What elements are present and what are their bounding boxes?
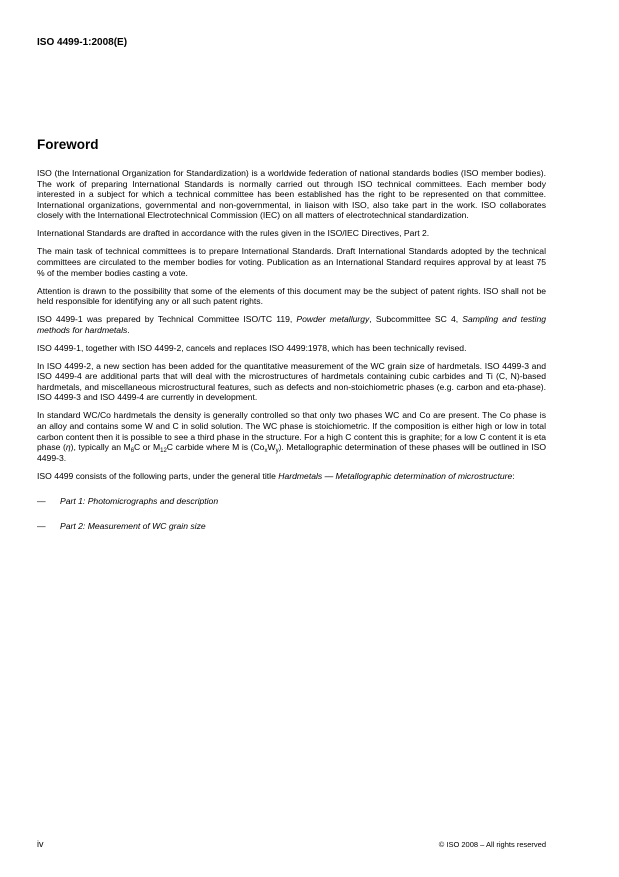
paragraph-main-task: The main task of technical committees is to prepare International Standards. Draft International Standards adopted by the technical committees are circulated to the member bodies for voting. Publication as an International Standard requires approval by at least 75 % of the member bodies casting a vote.: [37, 246, 546, 278]
list-item-part-2: [37, 521, 546, 532]
part-2-title: Part 2: Measurement of WC grain size: [60, 520, 206, 531]
copyright-notice: © ISO 2008 – All rights reserved: [438, 840, 546, 849]
foreword-body: [37, 168, 546, 532]
paragraph-cancels: ISO 4499-1, together with ISO 4499-2, cancels and replaces ISO 4499:1978, which has been technically revised.: [37, 342, 467, 353]
paragraph-new-section: In ISO 4499-2, a new section has been added for the quantitative measurement of the WC grain size of hardmetals. ISO 4499-3 and ISO 4499-4 are additional parts that will deal with the microstructures of hardmetals containing cubic carbides and Ti (C, N)-based hardmetals, and miscellaneous microstructural features, such as defects and non-stoichiometric phases (e.g. carbon and eta-phase). ISO 4499-3 and ISO 4499-4 are currently in development.: [37, 360, 546, 403]
list-item-part-1: [37, 496, 546, 507]
dash-marker: —: [37, 520, 46, 531]
paragraph-iso-intro: ISO (the International Organization for Standardization) is a worldwide federation of national standards bodies (ISO member bodies). The work of preparing International Standards is normally carried out through ISO technical committees. Each member body interested in a subject for which a technical committee has been established has the right to be represented on that committee. International organizations, governmental and non-governmental, in liaison with ISO, also take part in the work. ISO collaborates closely with the International Electrotechnical Commission (IEC) on all matters of electrotechnical standardization.: [37, 168, 546, 221]
paragraph-prepared-by: ISO 4499-1 was prepared by Technical Committee ISO/TC 119, Powder metallurgy, Subcommittee SC 4, Sampling and testing methods for hardmetals.: [37, 314, 547, 335]
document-id-header: ISO 4499-1:2008(E): [37, 37, 128, 48]
paragraph-patent-rights: Attention is drawn to the possibility that some of the elements of this document may be the subject of patent rights. ISO shall not be held responsible for identifying any or all such patent rights.: [37, 285, 546, 307]
dash-marker: —: [37, 495, 46, 506]
paragraph-wc-co: In standard WC/Co hardmetals the density is generally controlled so that only two phases WC and Co are present. The Co phase is an alloy and contains some W and C in solid solution. The WC phase is stoichiometric. If the composition is either high or low in total carbon content then it is possible to see a third phase in the structure. For a high C content this is graphite; for a low C content it is eta phase (η), typically an $M_6C$ or $M_{12}C$ carbide where M is $(Co_xW_y)$. Metallographic determination of these phases will be outlined in ISO 4499-3.: [37, 410, 547, 463]
paragraph-directives: International Standards are drafted in accordance with the rules given in the ISO/IEC Directives, Part 2.: [37, 228, 430, 239]
page-title: Foreword: [37, 137, 99, 152]
page-number: iv: [37, 839, 44, 849]
paragraph-parts-intro: ISO 4499 consists of the following parts, under the general title Hardmetals — Metallographic determination of microstructure:: [37, 470, 515, 481]
part-1-title: Part 1: Photomicrographs and description: [60, 495, 219, 506]
